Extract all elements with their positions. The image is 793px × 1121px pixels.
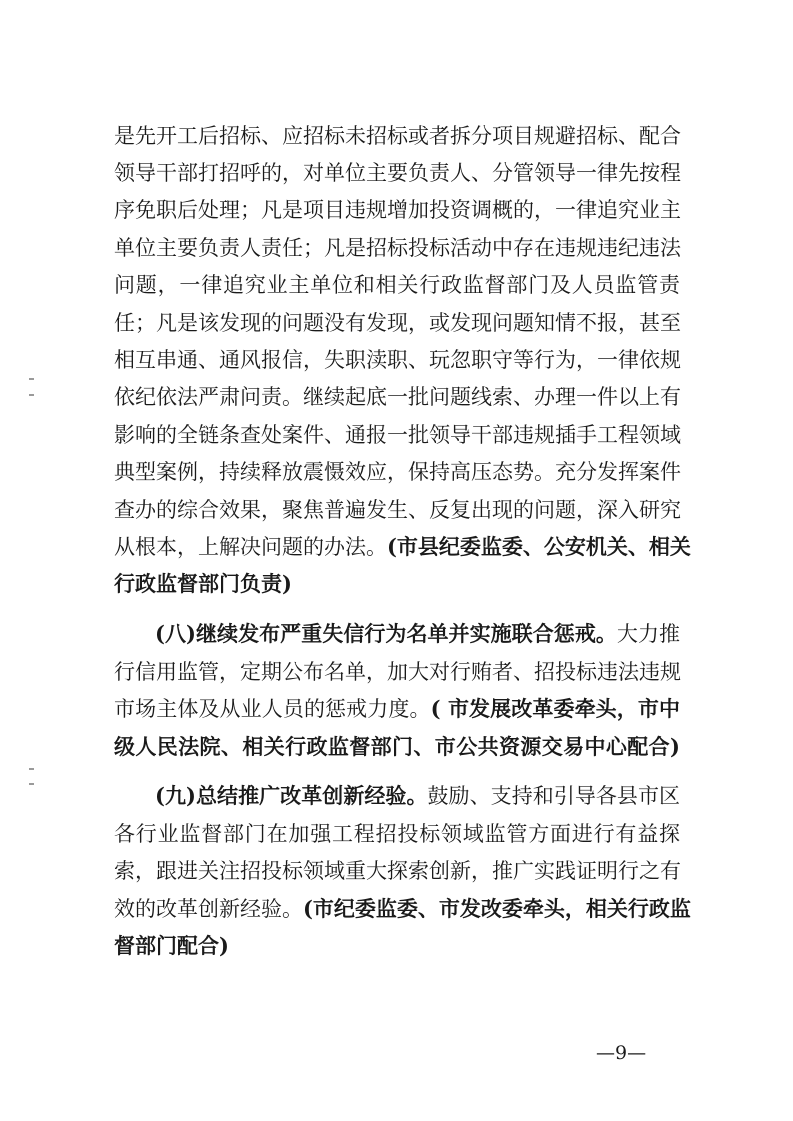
body-text-line: 是先开工后招标、应招标未招标或者拆分项目规避招标、配合 <box>114 124 681 148</box>
body-text-line <box>114 567 680 601</box>
body-text-line: 序免职后处理；凡是项目违规增加投资调概的，一律追究业主 <box>114 198 681 222</box>
body-text-line: 任；凡是该发现的问题没有发现，或发现问题知情不报，甚至 <box>114 311 681 335</box>
responsibility-note: 行政监督部门负责) <box>114 571 292 596</box>
margin-mark <box>29 768 34 770</box>
body-text-line: 领导干部打招呼的，对单位主要负责人、分管领导一律先按程 <box>114 161 681 185</box>
body-text-line: 单位主要负责人责任；凡是招标投标活动中存在违规违纪违法 <box>114 236 681 260</box>
responsibility-note: ( 市发展改革委牵头，市中 <box>430 696 681 721</box>
body-text-line: 各行业监督部门在加强工程招投标领域监管方面进行有益探 <box>114 822 680 846</box>
body-text-line <box>114 692 680 726</box>
margin-mark <box>29 378 34 380</box>
body-text-line: 依纪依法严肃问责。继续起底一批问题线索、办理一件以上有 <box>114 385 681 409</box>
body-text-line <box>114 530 691 564</box>
body-text-line <box>114 730 680 764</box>
section-heading: (九)总结推广改革创新经验。 <box>155 783 428 808</box>
body-text-line <box>114 892 691 926</box>
body-text: 效的改革创新经验。 <box>114 897 303 921</box>
body-text-line: 影响的全链条查处案件、通报一批领导干部违规插手工程领域 <box>114 423 681 447</box>
body-text-line: 查办的综合效果，聚焦普遍发生、反复出现的问题，深入研究 <box>114 498 681 522</box>
section-heading-line <box>155 779 680 813</box>
body-text-line: 相互串通、通风报信，失职渎职、玩忽职守等行为，一律依规 <box>114 348 681 372</box>
responsibility-note: 督部门配合) <box>114 933 229 958</box>
responsibility-note: (市纪委监委、市发改委牵头，相关行政监 <box>303 896 691 921</box>
body-text: 鼓励、支持和引导各县市区 <box>427 784 681 808</box>
body-text-line: 典型案例，持续释放震慑效应，保持高压态势。充分发挥案件 <box>114 460 681 484</box>
margin-mark <box>29 783 34 785</box>
section-heading-line <box>155 617 680 651</box>
section-heading: (八)继续发布严重失信行为名单并实施联合惩戒。 <box>155 621 617 646</box>
body-text-line: 问题，一律追究业主单位和相关行政监督部门及人员监管责 <box>114 273 680 297</box>
margin-mark <box>29 394 34 396</box>
body-text: 从根本，上解决问题的办法。 <box>114 535 387 559</box>
responsibility-note: 级人民法院、相关行政监督部门、市公共资源交易中心配合) <box>114 734 680 759</box>
body-text-line <box>114 929 680 963</box>
body-text-line: 索，跟进关注招投标领域重大探索创新，推广实践证明行之有 <box>114 859 681 883</box>
body-text: 市场主体及从业人员的惩戒力度。 <box>114 697 431 721</box>
body-text-line: 行信用监管，定期公布名单，加大对行贿者、招投标违法违规 <box>114 660 681 684</box>
body-text: 大力推 <box>616 622 680 646</box>
responsibility-note: (市县纪委监委、公安机关、相关 <box>387 534 691 559</box>
page-number: —9— <box>596 1042 647 1064</box>
